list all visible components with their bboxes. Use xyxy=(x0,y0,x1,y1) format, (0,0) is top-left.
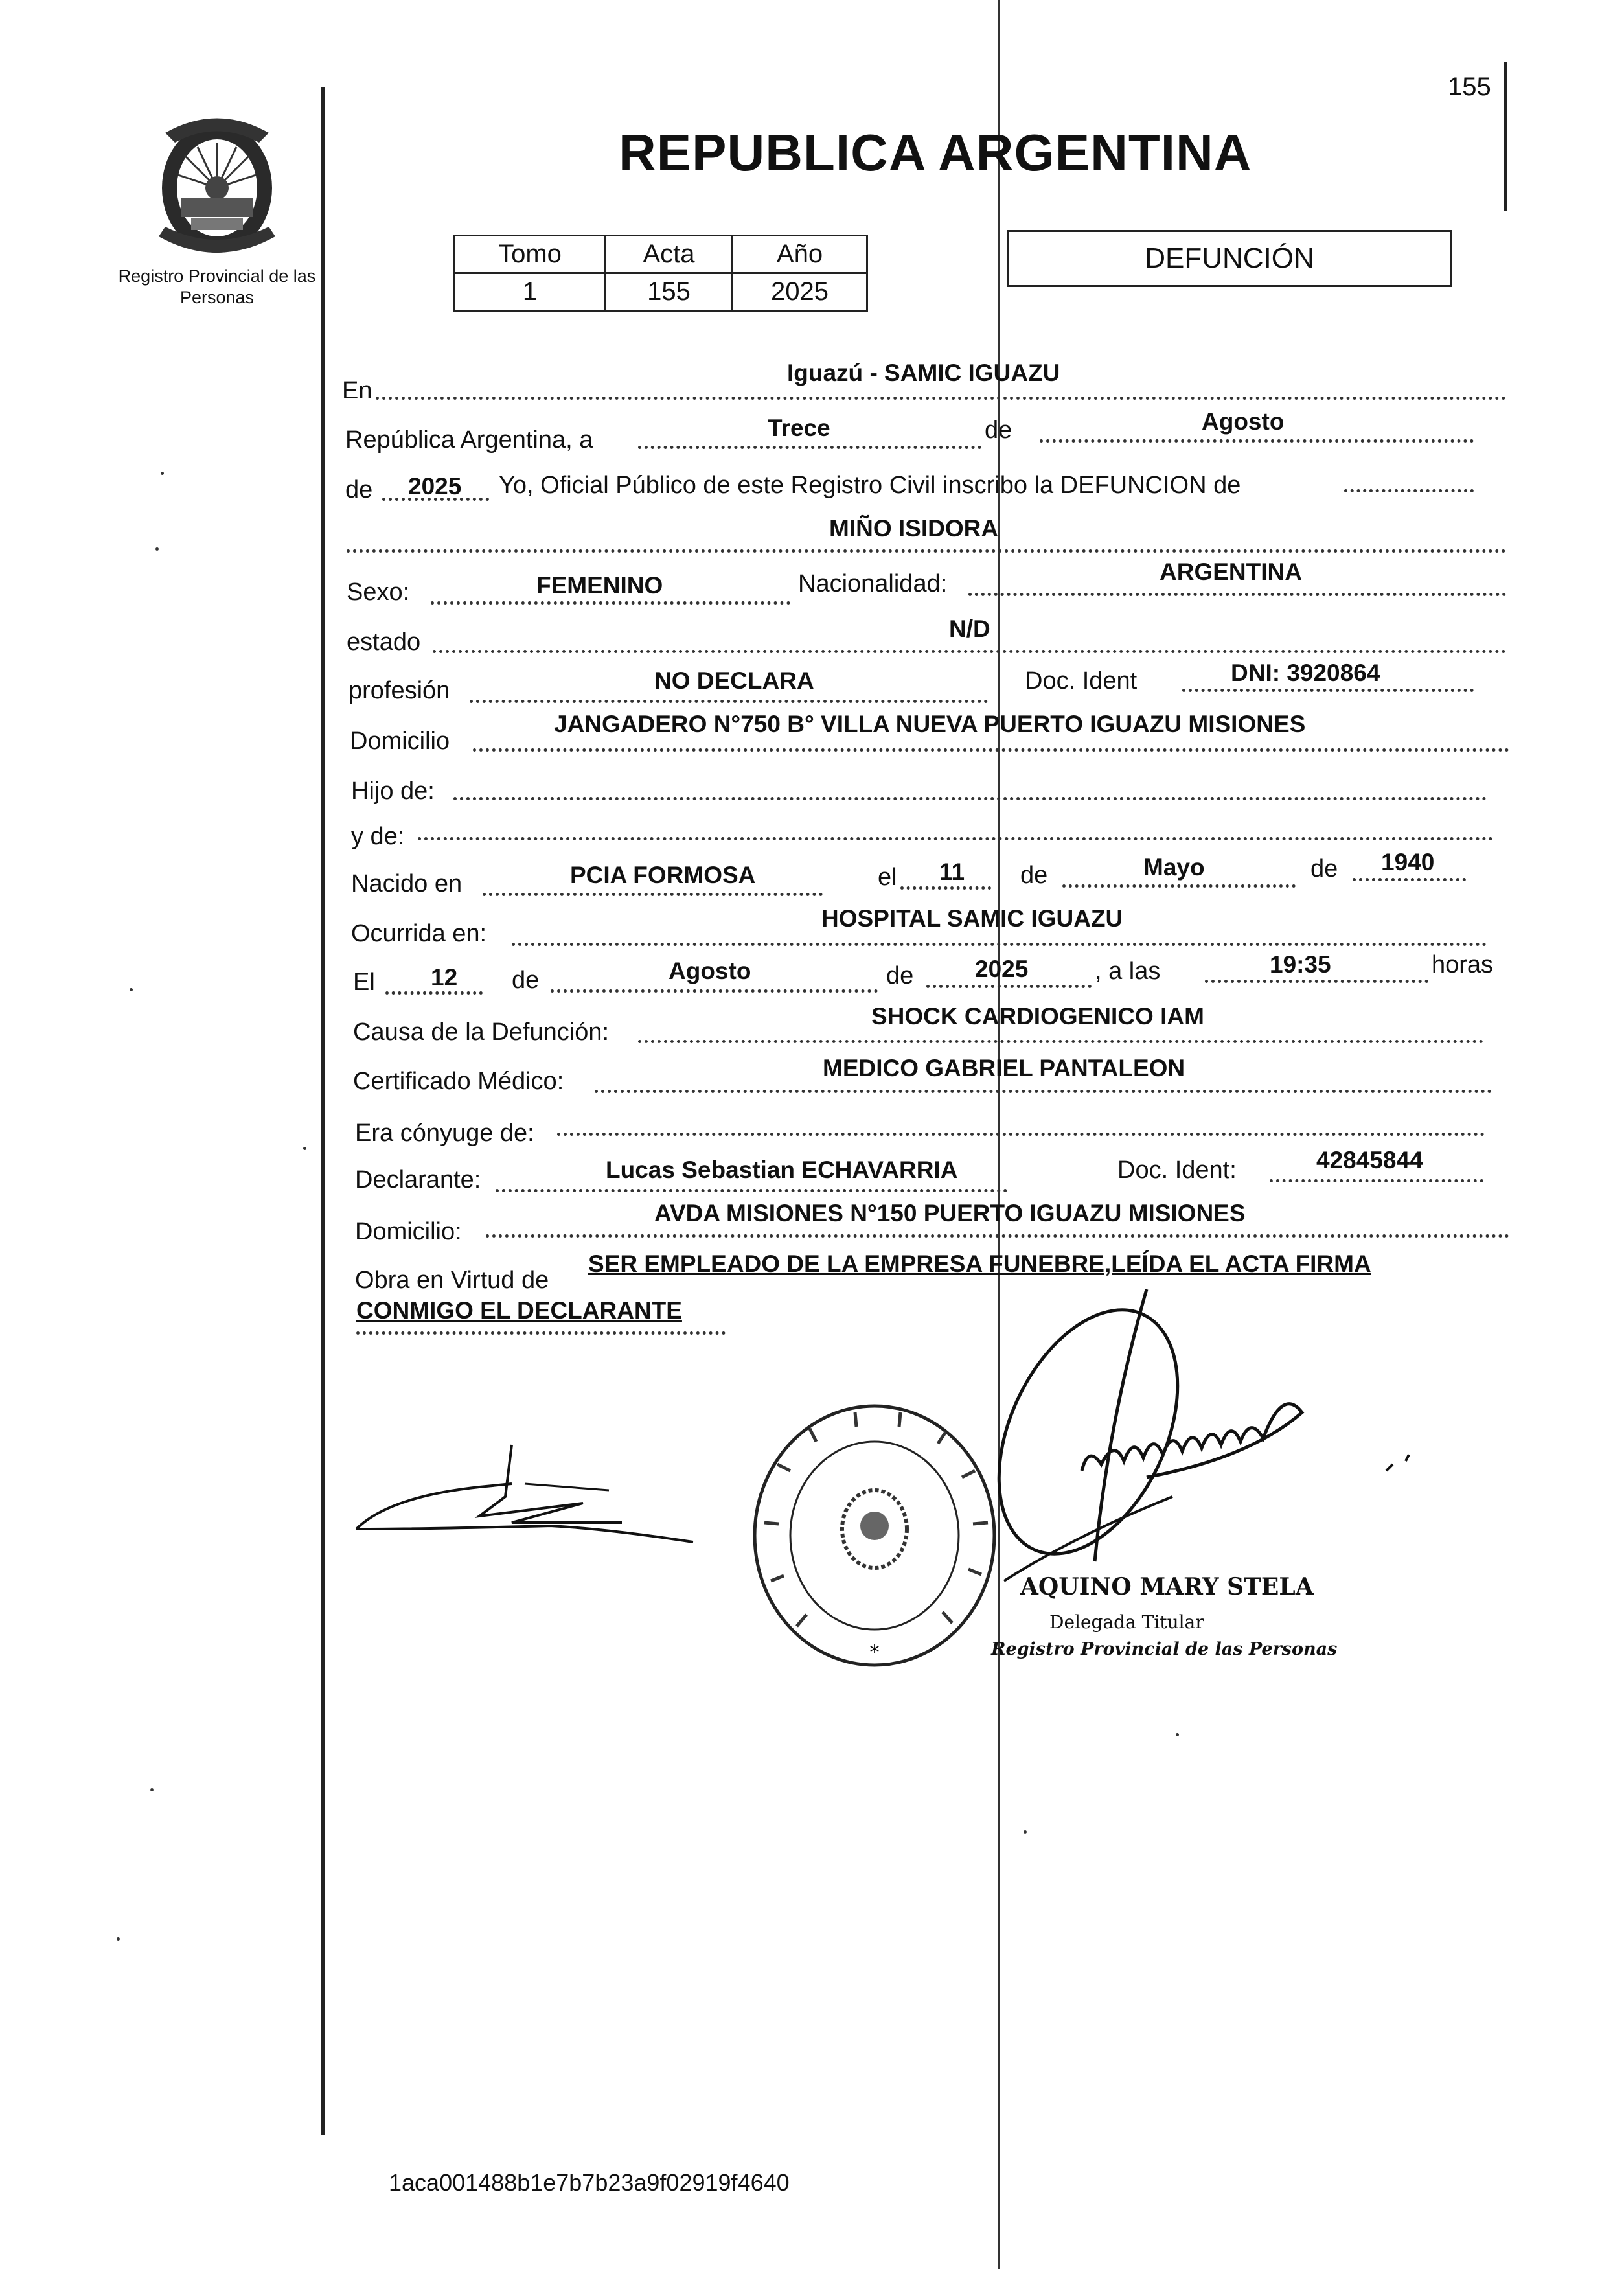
dotted-line xyxy=(483,893,823,896)
death-de-label: de xyxy=(512,967,540,994)
obra-value-line-2: CONMIGO EL DECLARANTE xyxy=(356,1297,682,1324)
republica-label: República Argentina, a xyxy=(345,426,593,454)
dotted-line xyxy=(1270,1179,1483,1182)
doc2-value: 42845844 xyxy=(1316,1147,1423,1173)
scan-speck xyxy=(130,988,133,991)
domicilio-label: Domicilio xyxy=(350,728,450,755)
registry-seal-stamp xyxy=(738,1393,1011,1678)
certificado-label: Certificado Médico: xyxy=(353,1068,564,1095)
birth-month: Mayo xyxy=(1143,854,1205,881)
doc-ident-label: Doc. Ident xyxy=(1025,667,1138,695)
document-hash: 1aca001488b1e7b7b23a9f02919f4640 xyxy=(389,2169,790,2196)
doc2-label: Doc. Ident: xyxy=(1117,1157,1237,1184)
doc-ident-value: DNI: 3920864 xyxy=(1231,660,1380,686)
registration-table xyxy=(453,235,868,312)
dotted-line xyxy=(1182,689,1474,692)
y-de-label: y de: xyxy=(351,823,405,850)
dotted-line xyxy=(551,989,878,993)
El-label: El xyxy=(353,969,375,996)
signer-name: AQUINO MARY STELA xyxy=(1020,1573,1314,1600)
obra-label: Obra en Virtud de xyxy=(355,1267,549,1294)
dotted-line xyxy=(1353,878,1466,881)
dotted-line xyxy=(376,397,1506,400)
place-value: Iguazú - SAMIC IGUAZU xyxy=(787,360,1060,386)
profesion-value: NO DECLARA xyxy=(654,667,814,694)
table-header-row xyxy=(455,236,867,273)
scan-speck xyxy=(161,472,164,475)
officer-text: Yo, Oficial Público de este Registro Civil inscribo la DEFUNCION de xyxy=(499,472,1241,499)
declarant-signature xyxy=(350,1432,700,1581)
dotted-line xyxy=(926,985,1092,988)
month-value: Agosto xyxy=(1202,408,1285,435)
left-margin-rule xyxy=(321,87,325,2135)
deceased-name: MIÑO ISIDORA xyxy=(829,515,999,542)
dotted-line xyxy=(595,1090,1492,1093)
alas-label: , a las xyxy=(1095,958,1161,985)
sexo-value: FEMENINO xyxy=(536,572,663,599)
province-crest-logo xyxy=(146,107,288,262)
birth-day: 11 xyxy=(939,858,965,885)
scan-speck xyxy=(117,1937,120,1941)
registry-name: Registro Provincial de las Personas xyxy=(118,266,316,307)
causa-value: SHOCK CARDIOGENICO IAM xyxy=(871,1003,1204,1030)
value-acta: 155 xyxy=(606,273,733,311)
obra-value-line-1: SER EMPLEADO DE LA EMPRESA FUNEBRE,LEÍDA EL ACTA FIRMA xyxy=(588,1250,1371,1277)
estado-label: estado xyxy=(347,628,421,656)
dotted-line xyxy=(431,601,790,605)
dotted-line xyxy=(968,593,1506,596)
page-number: 155 xyxy=(1448,73,1491,101)
dotted-line xyxy=(512,943,1487,946)
value-tomo: 1 xyxy=(455,273,606,311)
nacido-label: Nacido en xyxy=(351,870,463,897)
nacionalidad-value: ARGENTINA xyxy=(1160,559,1302,585)
domicilio2-label: Domicilio: xyxy=(355,1218,462,1245)
death-time: 19:35 xyxy=(1270,951,1331,978)
en-label: En xyxy=(342,377,372,404)
ocurrida-label: Ocurrida en: xyxy=(351,920,487,947)
el-label: el xyxy=(878,864,897,891)
domicilio2-value: AVDA MISIONES N°150 PUERTO IGUAZU MISIONES xyxy=(654,1200,1246,1227)
dotted-line xyxy=(1344,489,1474,492)
dotted-line xyxy=(347,549,1506,553)
value-anio: 2025 xyxy=(733,273,867,311)
profesion-label: profesión xyxy=(349,677,450,704)
domicilio-value: JANGADERO N°750 B° VILLA NUEVA PUERTO IGUAZU MISIONES xyxy=(554,711,1306,737)
dotted-line xyxy=(1040,439,1474,443)
document-type-box: DEFUNCIÓN xyxy=(1007,230,1452,287)
scan-speck xyxy=(303,1147,306,1150)
certificado-value: MEDICO GABRIEL PANTALEON xyxy=(823,1055,1185,1081)
hijo-label: Hijo de: xyxy=(351,777,435,805)
birth-de-label: de xyxy=(1020,862,1048,889)
sexo-label: Sexo: xyxy=(347,579,410,606)
svg-text:*: * xyxy=(869,1641,880,1664)
dotted-line xyxy=(638,1040,1483,1043)
day-value: Trece xyxy=(768,415,830,441)
dotted-line xyxy=(638,446,981,449)
dotted-line xyxy=(1205,980,1428,983)
dotted-line xyxy=(900,886,991,890)
ocurrida-value: HOSPITAL SAMIC IGUAZU xyxy=(821,905,1123,932)
dotted-line xyxy=(433,650,1506,653)
signer-office: Registro Provincial de las Personas xyxy=(991,1639,1338,1659)
dotted-line xyxy=(496,1189,1007,1192)
top-right-rule xyxy=(1504,62,1507,211)
header-acta: Acta xyxy=(606,236,733,273)
scan-speck xyxy=(1176,1733,1179,1736)
dotted-line xyxy=(557,1133,1485,1136)
page-title: REPUBLICA ARGENTINA xyxy=(619,124,1252,181)
causa-label: Causa de la Defunción: xyxy=(353,1019,610,1046)
dotted-line xyxy=(356,1331,726,1335)
table-row xyxy=(455,273,867,311)
dotted-line xyxy=(418,837,1493,840)
death-month: Agosto xyxy=(669,958,751,984)
de-label: de xyxy=(985,417,1012,444)
death-year: 2025 xyxy=(975,956,1029,982)
scan-speck xyxy=(150,1788,154,1791)
de-label-2: de xyxy=(345,476,373,503)
header-tomo: Tomo xyxy=(455,236,606,273)
dotted-line xyxy=(1062,884,1296,888)
dotted-line xyxy=(473,748,1509,752)
declarante-label: Declarante: xyxy=(355,1166,481,1193)
scan-speck xyxy=(1024,1830,1027,1834)
horas-label: horas xyxy=(1432,951,1494,978)
dotted-line xyxy=(385,991,483,995)
death-de2-label: de xyxy=(886,962,914,989)
birth-de2-label: de xyxy=(1310,855,1338,882)
birth-year: 1940 xyxy=(1381,849,1435,875)
year-value: 2025 xyxy=(408,473,462,500)
death-day: 12 xyxy=(431,964,458,991)
declarante-value: Lucas Sebastian ECHAVARRIA xyxy=(606,1157,958,1183)
estado-value: N/D xyxy=(949,616,990,642)
header-anio: Año xyxy=(733,236,867,273)
signer-role: Delegada Titular xyxy=(1049,1611,1204,1633)
dotted-line xyxy=(470,700,988,703)
nacido-value: PCIA FORMOSA xyxy=(570,862,756,888)
nacionalidad-label: Nacionalidad: xyxy=(798,570,948,597)
dotted-line xyxy=(486,1234,1509,1238)
conyuge-label: Era cónyuge de: xyxy=(355,1120,534,1147)
scan-speck xyxy=(155,547,159,551)
dotted-line xyxy=(453,797,1487,800)
